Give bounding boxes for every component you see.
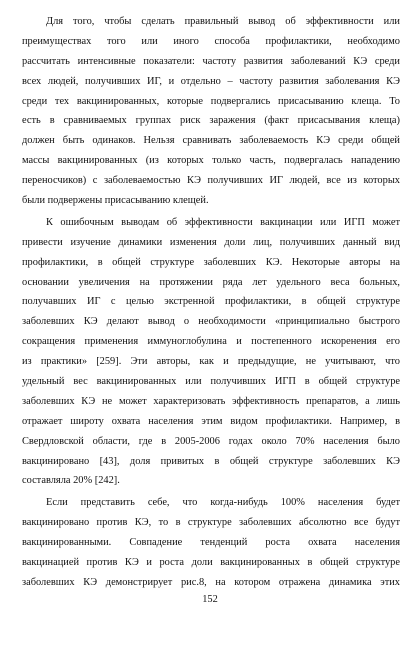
text-line: вакцинировано против КЭ, то в структуре заболевших абсолютно все будут — [22, 517, 400, 529]
paragraph-2 — [22, 213, 400, 491]
body-text — [22, 12, 400, 593]
text-line: вакцинированными. Совпадение тенденций роста охвата населения — [22, 537, 400, 549]
text-line: заболевших КЭ делают вывод о необходимости «принципиально быстрого — [22, 316, 400, 328]
text-line: есть в сравниваемых группах риск заражения (факт присасывания клеща) — [22, 115, 400, 127]
text-line: сокращения применения иммуноглобулина и постепенного искоренения его — [22, 336, 400, 348]
text-line: основании увеличения на протяжении ряда лет удельного веса больных, — [22, 276, 400, 288]
text-line: рассчитать интенсивные показатели: частоту развития заболеваний КЭ среди — [22, 55, 400, 67]
text-line: составляла 20% [242]. — [22, 475, 120, 487]
text-line: из практики» [259]. Эти авторы, как и предыдущие, не учитывают, что — [22, 356, 400, 368]
text-line: К ошибочным выводам об эффективности вакцинации или ИГП может — [46, 216, 400, 228]
text-line: Если представить себе, что когда-нибудь 100% населения будет — [46, 497, 400, 509]
text-line: вакцинировано [43], доля привитых в общей структуре заболевших КЭ — [22, 455, 400, 467]
text-line: привести изучение динамики изменения доли лиц, получивших данный вид — [22, 236, 400, 248]
text-line: получавших ИГ с целью экстренной профилактики, в общей структуре — [22, 296, 400, 308]
page-number: 152 — [202, 594, 218, 605]
text-line: вакцинацией против КЭ и роста доли вакцинированных в общей структуре — [22, 557, 400, 569]
text-line: были подвержены присасыванию клещей. — [22, 195, 209, 207]
text-line: удельный вес вакцинированных или получивших ИГП в общей структуре — [22, 376, 400, 388]
text-line: среди тех вакцинированных, которые подвергались присасыванию клеща. То — [22, 95, 400, 107]
text-line: всех людей, получивших ИГ, и отдельно – частоту развития заболевания КЭ — [22, 75, 400, 87]
text-line: профилактики, в общей структуре заболевших КЭ. Некоторые авторы на — [22, 256, 400, 268]
text-line: должен быть одинаков. Нельзя сравнивать заболеваемость КЭ среди общей — [22, 135, 400, 147]
text-line: переносчиков) с заболеваемостью КЭ получивших ИГ людей, все из которых — [22, 175, 400, 187]
text-line: Свердловской области, где в 2005-2006 годах около 70% населения было — [22, 435, 400, 447]
paragraph-1 — [22, 12, 400, 211]
paragraph-3 — [22, 493, 400, 592]
text-line: преимуществах того или иного способа профилактики, необходимо — [22, 35, 400, 47]
text-line: заболевших КЭ не может характеризовать эффективность препаратов, а лишь — [22, 395, 400, 407]
text-line: заболевших КЭ демонстрирует рис.8, на котором отражена динамика этих — [22, 576, 400, 588]
text-line: Для того, чтобы сделать правильный вывод об эффективности или — [46, 16, 400, 27]
text-line: массы вакцинированных (из которых только часть, подвергалась нападению — [22, 155, 400, 167]
text-line: отражает широту охвата населения этим видом профилактики. Например, в — [22, 415, 400, 427]
